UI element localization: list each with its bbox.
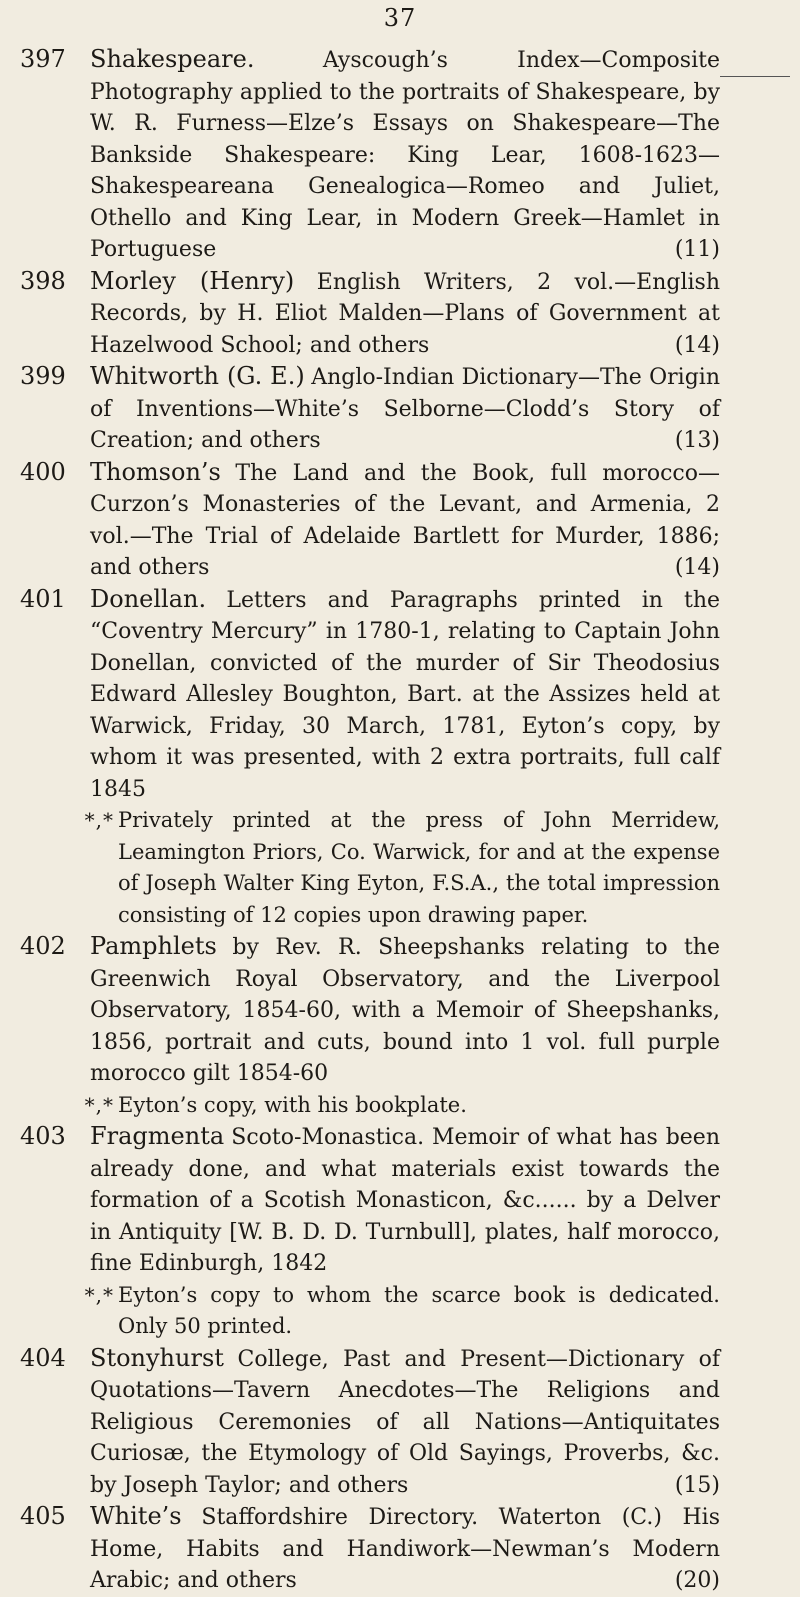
lot-entry	[20, 931, 720, 1121]
lot-number: 399	[20, 362, 66, 390]
lot-title: Fragmenta	[90, 1122, 225, 1150]
lot-number: 403	[20, 1122, 66, 1150]
lot-title: Morley (Henry)	[90, 266, 295, 295]
margin-rule	[720, 76, 790, 77]
lot-number: 400	[20, 457, 66, 486]
lot-count: (13)	[674, 428, 720, 453]
lot-entry	[20, 1121, 720, 1343]
lot-description: English Writers, 2 vol.—English Records, by H. Eliot Malden—Plans of Government at Hazelwood School; and others	[90, 269, 721, 358]
lot-entry	[20, 457, 720, 584]
lot-number: 405	[20, 1502, 66, 1530]
lot-title: Stonyhurst	[90, 1343, 224, 1372]
catalogue-list	[20, 44, 720, 1597]
lot-note	[84, 1280, 720, 1343]
lot-title: Donellan.	[90, 584, 207, 613]
lot-count: (15)	[674, 1472, 720, 1498]
lot-title: Shakespeare.	[90, 45, 255, 73]
note-marker: *,*	[84, 1092, 114, 1117]
lot-number: 397	[20, 45, 66, 73]
lot-count: (11)	[674, 237, 720, 262]
lot-description: Anglo-Indian Dictionary—The Origin of Inventions—White’s Selborne—Clodd’s Story of Creation; and others	[90, 365, 720, 453]
lot-entry	[20, 1343, 720, 1502]
lot-entry	[20, 266, 720, 362]
lot-entry	[20, 361, 720, 457]
lot-note-text: Eyton’s copy to whom the scarce book is dedicated. Only 50 printed.	[118, 1282, 720, 1338]
lot-note-text: Privately printed at the press of John Merridew, Leamington Priors, Co. Warwick, for and at the expense of Joseph Walter King Eyton, F.S.A., the total impression consisting of 12 copies upon drawing paper.	[118, 808, 720, 927]
lot-description: by Rev. R. Sheepshanks relating to the Greenwich Royal Observatory, and the Liverpool Observatory, 1854-60, with a Memoir of Sheepshanks, 1856, portrait and cuts, bound into 1 vol. full purple morocco gilt 1854-60	[90, 935, 720, 1086]
lot-description: College, Past and Present—Dictionary of Quotations—Tavern Anecdotes—The Religions and Religious Ceremonies of all Nations—Antiquitates Curiosæ, the Etymology of Old Sayings, Proverbs, &c. by Joseph Taylor; and others	[90, 1346, 721, 1498]
lot-description: Letters and Paragraphs printed in the “Coventry Mercury” in 1780-1, relating to Captain John Donellan, convicted of the murder of Sir Theodosius Edward Allesley Boughton, Bart. at the Assizes held at Warwick, Friday, 30 March, 1781, Eyton’s copy, by whom it was presented, with 2 extra portraits, full calf 1845	[90, 587, 721, 802]
lot-note	[84, 1090, 720, 1122]
lot-description: The Land and the Book, full morocco—Curzon’s Monasteries of the Levant, and Armenia, 2 vol.—The Trial of Adelaide Bartlett for Murder, 1886; and others	[90, 460, 720, 580]
note-marker: *,*	[84, 808, 114, 832]
lot-number: 401	[20, 584, 66, 613]
lot-count: (20)	[674, 1568, 720, 1593]
lot-number: 398	[20, 266, 66, 295]
lot-title: Thomson’s	[90, 457, 221, 486]
lot-description: Scoto-Monastica. Memoir of what has been already done, and what materials exist towards the formation of a Scotish Monasticon, &c...... by a Delver in Antiquity [W. B. D. D. Turnbull], plates, half morocco, fine Edinburgh, 1842	[90, 1125, 720, 1276]
lot-count: (14)	[674, 332, 720, 358]
note-marker: *,*	[84, 1282, 114, 1307]
lot-description: Staffordshire Directory. Waterton (C.) His Home, Habits and Handiwork—Newman’s Modern Arabic; and others	[90, 1505, 720, 1593]
lot-note	[84, 805, 720, 931]
lot-count: (14)	[674, 555, 720, 580]
page-number: 37	[383, 4, 417, 32]
lot-description: Ayscough’s Index—Composite Photography applied to the portraits of Shakespeare, by W. R. Furness—Elze’s Essays on Shakespeare—The Bankside Shakespeare: King Lear, 1608-1623—Shakespeareana Genealogica—Romeo and Juliet, Othello and King Lear, in Modern Greek—Hamlet in Portuguese	[90, 48, 720, 262]
lot-title: Whitworth (G. E.)	[90, 362, 305, 390]
lot-number: 404	[20, 1343, 66, 1372]
lot-entry	[20, 44, 720, 266]
lot-entry	[20, 584, 720, 932]
lot-title: White’s	[90, 1502, 182, 1530]
lot-number: 402	[20, 932, 66, 960]
lot-note-text: Eyton’s copy, with his bookplate.	[118, 1092, 467, 1117]
lot-entry	[20, 1501, 720, 1597]
lot-title: Pamphlets	[90, 932, 217, 960]
